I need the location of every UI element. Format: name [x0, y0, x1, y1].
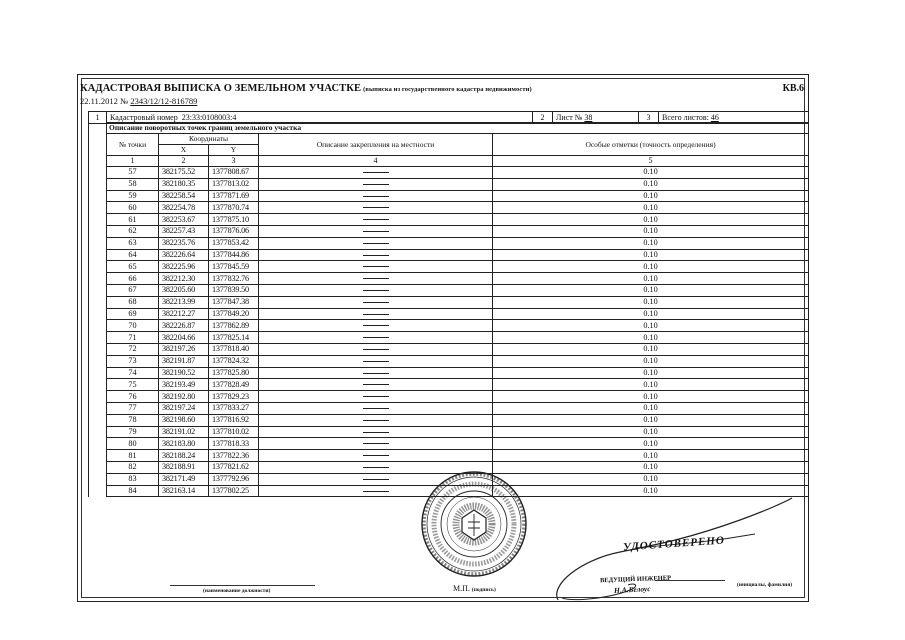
- round-seal-stamp: [412, 462, 542, 580]
- fix-description: [259, 343, 493, 355]
- fix-description: [259, 225, 493, 237]
- dash-mark: [363, 420, 389, 421]
- table-row: [89, 296, 809, 308]
- table-row: [89, 343, 809, 355]
- document-date-number: [80, 96, 197, 106]
- position-caption: (наименование должности): [203, 588, 271, 594]
- accuracy-note: 0.10: [493, 190, 809, 202]
- point-number: 69: [107, 308, 159, 320]
- coord-x: 382171.49: [159, 473, 209, 485]
- col-index: 1: [107, 156, 159, 167]
- coord-y: 1377810.02: [209, 426, 259, 438]
- fix-description: [259, 379, 493, 391]
- position-signature-line: [170, 585, 315, 586]
- accuracy-note: 0.10: [493, 261, 809, 273]
- table-row: [89, 284, 809, 296]
- dash-mark: [363, 278, 389, 279]
- point-number: 76: [107, 391, 159, 403]
- accuracy-note: 0.10: [493, 202, 809, 214]
- dash-mark: [363, 196, 389, 197]
- accuracy-note: 0.10: [493, 414, 809, 426]
- fix-description: [259, 167, 493, 179]
- coord-y: 1377853.42: [209, 237, 259, 249]
- dash-mark: [363, 255, 389, 256]
- col-header-x: X: [159, 145, 209, 156]
- coord-y: 1377813.02: [209, 178, 259, 190]
- coord-y: 1377845.59: [209, 261, 259, 273]
- meta-index-3: 3: [639, 112, 659, 124]
- table-row: [89, 202, 809, 214]
- number-prefix: №: [120, 96, 129, 106]
- coord-y: 1377833.27: [209, 402, 259, 414]
- point-number: 62: [107, 225, 159, 237]
- cadastral-number: 23:33:0108003:4: [181, 112, 237, 122]
- point-number: 57: [107, 167, 159, 179]
- point-number: 78: [107, 414, 159, 426]
- dash-mark: [363, 302, 389, 303]
- signer-role: ВЕДУЩИЙ ИНЖЕНЕР: [599, 574, 672, 585]
- fix-description: [259, 438, 493, 450]
- coord-y: 1377870.74: [209, 202, 259, 214]
- col-index: 5: [493, 156, 809, 167]
- table-row: [89, 178, 809, 190]
- col-index: 3: [209, 156, 259, 167]
- coord-x: 382205.60: [159, 284, 209, 296]
- total-label: Всего листов:: [662, 112, 709, 122]
- dash-mark: [363, 361, 389, 362]
- dash-mark: [363, 231, 389, 232]
- coord-x: 382204.66: [159, 332, 209, 344]
- coord-x: 382175.52: [159, 167, 209, 179]
- table-row: [89, 438, 809, 450]
- dash-mark: [363, 467, 389, 468]
- title-text: КАДАСТРОВАЯ ВЫПИСКА О ЗЕМЕЛЬНОМ УЧАСТКЕ: [80, 83, 362, 94]
- coord-y: 1377818.33: [209, 438, 259, 450]
- coord-y: 1377844.86: [209, 249, 259, 261]
- point-number: 68: [107, 296, 159, 308]
- dash-mark: [363, 314, 389, 315]
- accuracy-note: 0.10: [493, 379, 809, 391]
- fix-description: [259, 367, 493, 379]
- fix-description: [259, 261, 493, 273]
- accuracy-note: 0.10: [493, 249, 809, 261]
- dash-mark: [363, 337, 389, 338]
- certified-stamp: УДОСТОВЕРЕНО: [622, 534, 726, 554]
- dash-mark: [363, 491, 389, 492]
- point-number: 77: [107, 402, 159, 414]
- dash-mark: [363, 172, 389, 173]
- coord-y: 1377825.80: [209, 367, 259, 379]
- form-code: КВ.6: [782, 83, 804, 94]
- coord-y: 1377825.14: [209, 332, 259, 344]
- col-index: 2: [159, 156, 209, 167]
- point-number: 82: [107, 461, 159, 473]
- coord-x: 382163.14: [159, 485, 209, 497]
- point-number: 67: [107, 284, 159, 296]
- point-number: 66: [107, 273, 159, 285]
- coord-x: 382257.43: [159, 225, 209, 237]
- table-row: [89, 214, 809, 226]
- signature-caption: (подпись): [471, 587, 496, 593]
- point-number: 75: [107, 379, 159, 391]
- table-row: [89, 167, 809, 179]
- dash-mark: [363, 290, 389, 291]
- fix-description: [259, 402, 493, 414]
- coord-x: 382197.24: [159, 402, 209, 414]
- coord-x: 382197.26: [159, 343, 209, 355]
- coord-y: 1377847.38: [209, 296, 259, 308]
- coord-y: 1377792.96: [209, 473, 259, 485]
- total-number: 46: [710, 112, 719, 122]
- document-date: 22.11.2012: [80, 96, 118, 106]
- accuracy-note: 0.10: [493, 167, 809, 179]
- fix-description: [259, 273, 493, 285]
- point-number: 74: [107, 367, 159, 379]
- coord-y: 1377822.36: [209, 450, 259, 462]
- accuracy-note: 0.10: [493, 438, 809, 450]
- coord-y: 1377839.50: [209, 284, 259, 296]
- points-table: [88, 122, 809, 497]
- accuracy-note: 0.10: [493, 225, 809, 237]
- accuracy-note: 0.10: [493, 214, 809, 226]
- accuracy-note: 0.10: [493, 461, 809, 473]
- dash-mark: [363, 432, 389, 433]
- dash-mark: [363, 396, 389, 397]
- col-header-fix: Описание закрепления на местности: [259, 134, 493, 156]
- mp-label: М.П.: [453, 584, 470, 593]
- fix-description: [259, 178, 493, 190]
- coord-y: 1377832.76: [209, 273, 259, 285]
- fix-description: [259, 202, 493, 214]
- coord-x: 382225.96: [159, 261, 209, 273]
- coord-y: 1377828.49: [209, 379, 259, 391]
- document-number: 2343/12/12-816789: [130, 96, 198, 106]
- fix-description: [259, 426, 493, 438]
- coord-x: 382188.91: [159, 461, 209, 473]
- point-number: 64: [107, 249, 159, 261]
- coord-y: 1377876.06: [209, 225, 259, 237]
- table-row: [89, 332, 809, 344]
- accuracy-note: 0.10: [493, 343, 809, 355]
- document-header: [80, 83, 806, 97]
- accuracy-note: 0.10: [493, 296, 809, 308]
- coord-x: 382192.80: [159, 391, 209, 403]
- accuracy-note: 0.10: [493, 284, 809, 296]
- coord-x: 382191.87: [159, 355, 209, 367]
- col-header-notes: Особые отметки (точность определения): [493, 134, 809, 156]
- table-row: [89, 426, 809, 438]
- coord-y: 1377862.89: [209, 320, 259, 332]
- table-row: [89, 249, 809, 261]
- fix-description: [259, 414, 493, 426]
- table-row: [89, 273, 809, 285]
- initials-caption: (инициалы, фамилия): [737, 582, 793, 588]
- coord-y: 1377824.32: [209, 355, 259, 367]
- dash-mark: [363, 479, 389, 480]
- point-number: 72: [107, 343, 159, 355]
- table-row: [89, 308, 809, 320]
- coord-y: 1377818.40: [209, 343, 259, 355]
- coord-x: 382235.76: [159, 237, 209, 249]
- accuracy-note: 0.10: [493, 332, 809, 344]
- point-number: 58: [107, 178, 159, 190]
- accuracy-note: 0.10: [493, 485, 809, 497]
- table-row: [89, 391, 809, 403]
- accuracy-note: 0.10: [493, 473, 809, 485]
- fix-description: [259, 190, 493, 202]
- dash-mark: [363, 384, 389, 385]
- section-title: Описание поворотных точек границ земельного участка: [107, 123, 809, 134]
- fix-description: [259, 332, 493, 344]
- meta-index-1: 1: [89, 112, 107, 124]
- point-number: 59: [107, 190, 159, 202]
- accuracy-note: 0.10: [493, 391, 809, 403]
- accuracy-note: 0.10: [493, 402, 809, 414]
- coord-y: 1377829.23: [209, 391, 259, 403]
- table-row: [89, 225, 809, 237]
- signer-name: Н.А.Белоус: [613, 584, 651, 595]
- coord-x: 382253.67: [159, 214, 209, 226]
- coord-x: 382212.27: [159, 308, 209, 320]
- fix-description: [259, 214, 493, 226]
- fix-description: [259, 308, 493, 320]
- coord-x: 382191.02: [159, 426, 209, 438]
- col-header-y: Y: [209, 145, 259, 156]
- coord-x: 382258.54: [159, 190, 209, 202]
- table-row: [89, 450, 809, 462]
- accuracy-note: 0.10: [493, 237, 809, 249]
- accuracy-note: 0.10: [493, 178, 809, 190]
- coord-y: 1377802.25: [209, 485, 259, 497]
- table-row: [89, 190, 809, 202]
- title-subtitle: (выписка из государственного кадастра недвижимости): [363, 86, 532, 93]
- fix-description: [259, 284, 493, 296]
- point-number: 65: [107, 261, 159, 273]
- coord-x: 382183.80: [159, 438, 209, 450]
- fix-description: [259, 355, 493, 367]
- dash-mark: [363, 325, 389, 326]
- accuracy-note: 0.10: [493, 320, 809, 332]
- dash-mark: [363, 243, 389, 244]
- point-number: 80: [107, 438, 159, 450]
- table-row: [89, 355, 809, 367]
- accuracy-note: 0.10: [493, 355, 809, 367]
- col-header-coords: Координаты: [159, 134, 259, 145]
- dash-mark: [363, 207, 389, 208]
- dash-mark: [363, 349, 389, 350]
- fix-description: [259, 249, 493, 261]
- point-number: 79: [107, 426, 159, 438]
- fix-description: [259, 237, 493, 249]
- point-number: 60: [107, 202, 159, 214]
- point-number: 71: [107, 332, 159, 344]
- meta-index-2: 2: [533, 112, 553, 124]
- fix-description: [259, 296, 493, 308]
- table-row: [89, 261, 809, 273]
- point-number: 83: [107, 473, 159, 485]
- point-number: 70: [107, 320, 159, 332]
- mp-block: [453, 584, 496, 593]
- accuracy-note: 0.10: [493, 273, 809, 285]
- document-title: [80, 83, 532, 94]
- coord-x: 382190.52: [159, 367, 209, 379]
- dash-mark: [363, 408, 389, 409]
- dash-mark: [363, 455, 389, 456]
- coord-y: 1377821.62: [209, 461, 259, 473]
- coord-x: 382198.60: [159, 414, 209, 426]
- table-row: [89, 237, 809, 249]
- point-number: 61: [107, 214, 159, 226]
- coord-y: 1377849.20: [209, 308, 259, 320]
- table-row: [89, 379, 809, 391]
- accuracy-note: 0.10: [493, 308, 809, 320]
- coord-x: 382226.87: [159, 320, 209, 332]
- cadastral-label: Кадастровый номер: [110, 112, 178, 122]
- point-number: 73: [107, 355, 159, 367]
- table-row: [89, 367, 809, 379]
- dash-mark: [363, 373, 389, 374]
- dash-mark: [363, 266, 389, 267]
- dash-mark: [363, 184, 389, 185]
- fix-description: [259, 320, 493, 332]
- coord-x: 382180.35: [159, 178, 209, 190]
- col-index: 4: [259, 156, 493, 167]
- table-row: [89, 320, 809, 332]
- role-line: [655, 580, 725, 581]
- point-number: 63: [107, 237, 159, 249]
- coord-y: 1377808.67: [209, 167, 259, 179]
- accuracy-note: 0.10: [493, 367, 809, 379]
- col-header-point: № точки: [107, 134, 159, 156]
- point-number: 81: [107, 450, 159, 462]
- sheet-label: Лист №: [556, 112, 583, 122]
- accuracy-note: 0.10: [493, 426, 809, 438]
- coord-x: 382193.49: [159, 379, 209, 391]
- coord-y: 1377871.69: [209, 190, 259, 202]
- table-row: [89, 414, 809, 426]
- point-number: 84: [107, 485, 159, 497]
- dash-mark: [363, 219, 389, 220]
- accuracy-note: 0.10: [493, 450, 809, 462]
- coord-x: 382213.99: [159, 296, 209, 308]
- left-margin-column: [89, 123, 107, 497]
- coord-y: 1377816.92: [209, 414, 259, 426]
- table-row: [89, 402, 809, 414]
- coord-x: 382226.64: [159, 249, 209, 261]
- fix-description: [259, 450, 493, 462]
- coord-x: 382254.78: [159, 202, 209, 214]
- fix-description: [259, 391, 493, 403]
- coord-y: 1377875.10: [209, 214, 259, 226]
- coord-x: 382188.24: [159, 450, 209, 462]
- coord-x: 382212.30: [159, 273, 209, 285]
- dash-mark: [363, 443, 389, 444]
- sheet-number: 38: [584, 112, 593, 122]
